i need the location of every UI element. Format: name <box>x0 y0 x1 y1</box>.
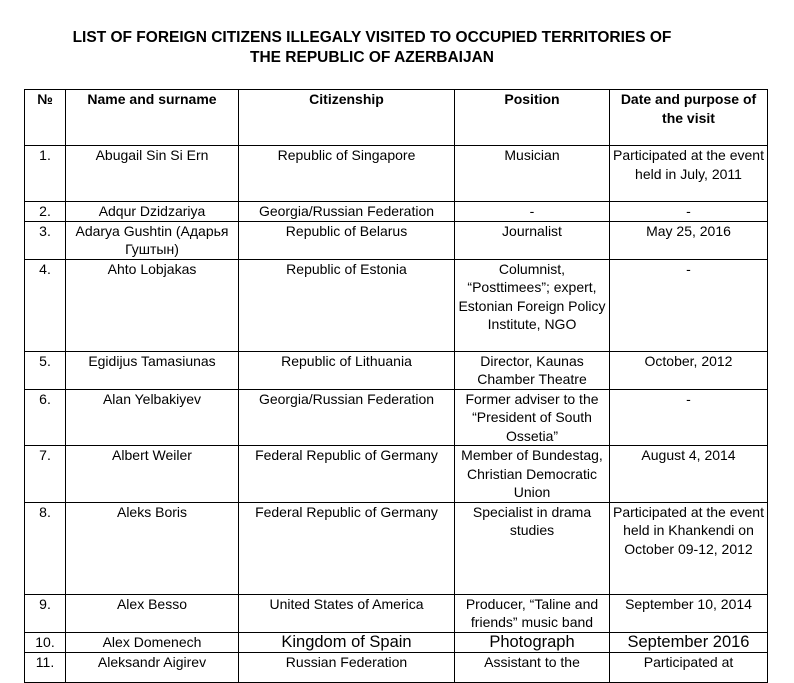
row-position: Journalist <box>455 221 610 259</box>
row-citizenship: Republic of Estonia <box>239 259 455 351</box>
row-position: Member of Bundestag, Christian Democratic Union <box>455 446 610 503</box>
row-name: Abugail Sin Si Ern <box>66 146 239 202</box>
table-row <box>25 446 768 503</box>
table-header-row <box>25 90 768 146</box>
header-position: Position <box>455 90 610 146</box>
row-name: Alan Yelbakiyev <box>66 389 239 446</box>
row-number: 8. <box>25 502 66 594</box>
row-date: May 25, 2016 <box>610 221 768 259</box>
header-citizenship: Citizenship <box>239 90 455 146</box>
row-citizenship: Kingdom of Spain <box>239 632 455 652</box>
row-position: Musician <box>455 146 610 202</box>
row-number: 11. <box>25 652 66 682</box>
row-number: 10. <box>25 632 66 652</box>
header-number: № <box>25 90 66 146</box>
table-row <box>25 652 768 682</box>
table-row <box>25 389 768 446</box>
row-date: - <box>610 202 768 222</box>
row-position: Columnist, “Posttimees”; expert, Estonian Foreign Policy Institute, NGO <box>455 259 610 351</box>
row-number: 3. <box>25 221 66 259</box>
row-name: Ahto Lobjakas <box>66 259 239 351</box>
row-date: Participated at <box>610 652 768 682</box>
row-number: 9. <box>25 594 66 632</box>
row-name: Aleks Boris <box>66 502 239 594</box>
row-number: 2. <box>25 202 66 222</box>
row-number: 7. <box>25 446 66 503</box>
row-position: Director, Kaunas Chamber Theatre <box>455 351 610 389</box>
row-name: Egidijus Tamasiunas <box>66 351 239 389</box>
row-date: October, 2012 <box>610 351 768 389</box>
row-citizenship: Federal Republic of Germany <box>239 502 455 594</box>
row-citizenship: Georgia/Russian Federation <box>239 389 455 446</box>
table-row <box>25 594 768 632</box>
row-number: 4. <box>25 259 66 351</box>
row-number: 1. <box>25 146 66 202</box>
visitors-table <box>24 89 768 683</box>
row-citizenship: Russian Federation <box>239 652 455 682</box>
table-row <box>25 259 768 351</box>
row-citizenship: Republic of Belarus <box>239 221 455 259</box>
row-citizenship: Federal Republic of Germany <box>239 446 455 503</box>
row-citizenship: Republic of Lithuania <box>239 351 455 389</box>
row-position: Producer, “Taline and friends” music band <box>455 594 610 632</box>
row-name: Adqur Dzidzariya <box>66 202 239 222</box>
table-row <box>25 351 768 389</box>
row-name: Alex Domenech <box>66 632 239 652</box>
row-date: September 10, 2014 <box>610 594 768 632</box>
row-date: - <box>610 259 768 351</box>
row-date: Participated at the event held in Khankendi on October 09-12, 2012 <box>610 502 768 594</box>
table-row <box>25 202 768 222</box>
row-citizenship: Republic of Singapore <box>239 146 455 202</box>
table-row <box>25 221 768 259</box>
row-date: September 2016 <box>610 632 768 652</box>
row-citizenship: United States of America <box>239 594 455 632</box>
row-position: Former adviser to the “President of South Ossetia” <box>455 389 610 446</box>
row-name: Alex Besso <box>66 594 239 632</box>
header-date: Date and purpose of the visit <box>610 90 768 146</box>
row-name: Albert Weiler <box>66 446 239 503</box>
document-title-line-1: LIST OF FOREIGN CITIZENS ILLEGALY VISITED TO OCCUPIED TERRITORIES OF <box>72 29 672 46</box>
table-row <box>25 632 768 652</box>
row-name: Aleksandr Aigirev <box>66 652 239 682</box>
row-position: Assistant to the <box>455 652 610 682</box>
row-name: Adarya Gushtin (Адарья Гуштын) <box>66 221 239 259</box>
row-number: 6. <box>25 389 66 446</box>
row-date: - <box>610 389 768 446</box>
table-row <box>25 146 768 202</box>
row-date: August 4, 2014 <box>610 446 768 503</box>
row-position: - <box>455 202 610 222</box>
document-title-line-2: THE REPUBLIC OF AZERBAIJAN <box>250 49 494 66</box>
row-citizenship: Georgia/Russian Federation <box>239 202 455 222</box>
header-name: Name and surname <box>66 90 239 146</box>
document-title <box>0 28 744 68</box>
row-position: Specialist in drama studies <box>455 502 610 594</box>
row-number: 5. <box>25 351 66 389</box>
row-date: Participated at the event held in July, 2011 <box>610 146 768 202</box>
row-position: Photograph <box>455 632 610 652</box>
table-row <box>25 502 768 594</box>
